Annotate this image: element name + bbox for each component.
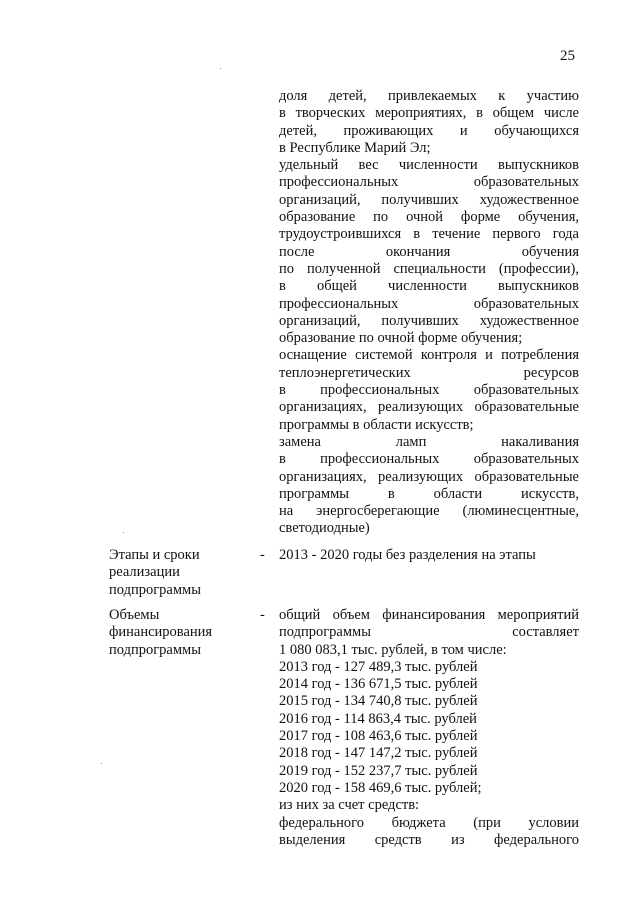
funding-line: 2015 год - 134 740,8 тыс. рублей <box>279 693 478 710</box>
text-line: образование по очной форме обучения; <box>279 330 523 347</box>
funding-line: 1 080 083,1 тыс. рублей, в том числе: <box>279 641 507 658</box>
scan-speck <box>101 763 102 764</box>
text-line: в Республике Марий Эл; <box>279 139 431 156</box>
text-line: теплоэнергетических ресурсов <box>279 364 579 381</box>
funding-line: 2013 год - 127 489,3 тыс. рублей <box>279 658 478 675</box>
text-line: в творческих мероприятиях, в общем числе <box>279 105 579 122</box>
text-line: образование по очной форме обучения, <box>279 209 579 226</box>
label-line: подпрограммы <box>109 581 201 598</box>
funding-line: федерального бюджета (при условии <box>279 814 579 831</box>
funding-dash: - <box>260 607 265 623</box>
text-line: замена ламп накаливания <box>279 433 579 450</box>
funding-line: 2014 год - 136 671,5 тыс. рублей <box>279 676 478 693</box>
text-line: после окончания обучения <box>279 243 579 260</box>
funding-text-block <box>279 607 579 849</box>
text-line: в профессиональных образовательных <box>279 451 579 468</box>
stages-value: 2013 - 2020 годы без разделения на этапы <box>279 547 536 563</box>
text-line: профессиональных образовательных <box>279 295 579 312</box>
text-line: на энергосберегающие (люминесцентные, <box>279 503 579 520</box>
indicators-text-block <box>279 88 579 538</box>
text-line: светодиодные) <box>279 520 370 537</box>
text-line: организациях, реализующих образовательные <box>279 468 579 485</box>
funding-line: 2019 год - 152 237,7 тыс. рублей <box>279 762 478 779</box>
funding-line: 2016 год - 114 863,4 тыс. рублей <box>279 710 477 727</box>
text-line: трудоустроившихся в течение первого года <box>279 226 579 243</box>
text-line: программы в области искусств, <box>279 485 579 502</box>
text-line: по полученной специальности (профессии), <box>279 260 579 277</box>
funding-label <box>109 607 249 659</box>
text-line: организаций, получивших художественное <box>279 191 579 208</box>
label-line: реализации <box>109 564 180 581</box>
scan-speck <box>123 532 124 533</box>
text-line: в общей численности выпускников <box>279 278 579 295</box>
scan-speck <box>220 68 221 69</box>
text-line: программы в области искусств; <box>279 416 474 433</box>
funding-line: 2017 год - 108 463,6 тыс. рублей <box>279 728 478 745</box>
text-line: оснащение системой контроля и потребления <box>279 347 579 364</box>
text-line: удельный вес численности выпускников <box>279 157 579 174</box>
text-line: в профессиональных образовательных <box>279 382 579 399</box>
stages-dash: - <box>260 547 265 563</box>
text-line: организаций, получивших художественное <box>279 312 579 329</box>
label-line: подпрограммы <box>109 641 201 658</box>
text-line: профессиональных образовательных <box>279 174 579 191</box>
label-line: Этапы и сроки <box>109 547 200 563</box>
funding-line: 2020 год - 158 469,6 тыс. рублей; <box>279 779 482 796</box>
text-line: доля детей, привлекаемых к участию <box>279 88 579 104</box>
funding-line: общий объем финансирования мероприятий <box>279 607 579 623</box>
page-number: 25 <box>560 48 575 64</box>
label-line: финансирования <box>109 624 213 641</box>
funding-line: выделения средств из федерального <box>279 831 579 848</box>
text-line: детей, проживающих и обучающихся <box>279 122 579 139</box>
stages-label <box>109 547 249 599</box>
funding-line: подпрограммы составляет <box>279 624 579 641</box>
funding-line: 2018 год - 147 147,2 тыс. рублей <box>279 745 478 762</box>
text-line: организациях, реализующих образовательные <box>279 399 579 416</box>
funding-line: из них за счет средств: <box>279 797 420 814</box>
label-line: Объемы <box>109 607 160 623</box>
